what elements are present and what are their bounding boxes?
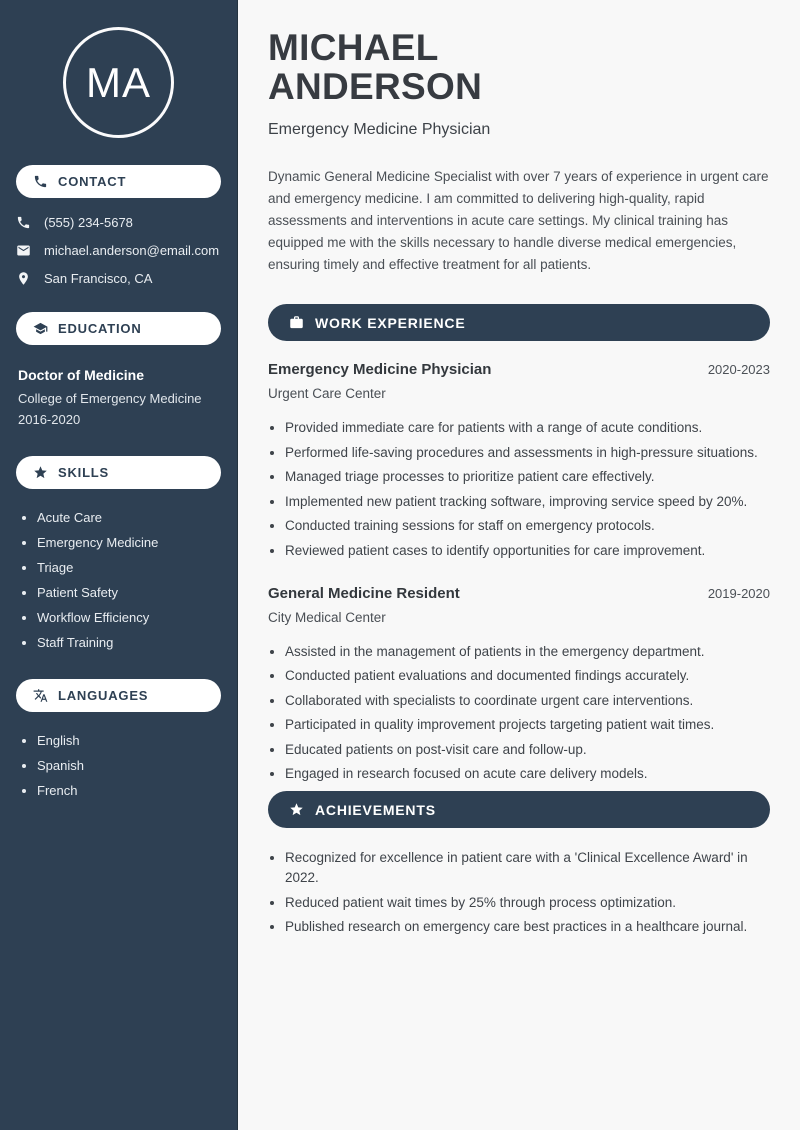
language-item: • French [37, 781, 221, 801]
contact-location [16, 271, 221, 286]
job-bullet: • Reviewed patient cases to identify opportunities for care improvement. [285, 541, 770, 561]
phone-icon [16, 215, 31, 230]
job-entry [268, 585, 770, 785]
job-bullet: • Engaged in research focused on acute care delivery models. [285, 764, 770, 784]
job-title: General Medicine Resident [268, 584, 460, 602]
email-address: michael.anderson@email.com [44, 243, 220, 258]
job-bullet: • Managed triage processes to prioritize patient care effectively. [285, 467, 770, 487]
summary-paragraph: Dynamic General Medicine Specialist with over 7 years of experience in urgent care and emergency medicine. I am committed to delivering high-quality, rapid assessments and interventions in acute care settings. My clinical training has equipped me with the skills necessary to handle diverse medical emergencies, ensuring timely and effective treatment for all patients. [268, 169, 769, 272]
skill-item: • Emergency Medicine [37, 533, 221, 553]
education-degree: Doctor of Medicine [18, 367, 145, 383]
job-bullet: • Collaborated with specialists to coordinate urgent care interventions. [285, 691, 770, 711]
education-section-header [16, 312, 221, 345]
achievements-section-header [268, 791, 770, 828]
achievement-bullet: • Recognized for excellence in patient care with a 'Clinical Excellence Award' in 2022. [285, 848, 770, 888]
job-bullet: • Educated patients on post-visit care and follow-up. [285, 740, 770, 760]
job-bullet: • Participated in quality improvement projects targeting patient wait times. [285, 715, 770, 735]
avatar-wrap [16, 27, 221, 138]
job-company: Urgent Care Center [268, 386, 386, 401]
work-experience-section-header [268, 304, 770, 341]
job-company: City Medical Center [268, 609, 386, 625]
job-header [268, 585, 770, 602]
avatar [63, 27, 174, 138]
achievement-bullet: • Published research on emergency care best practices in a healthcare journal. [285, 917, 770, 937]
education-section-label: EDUCATION [58, 321, 142, 336]
contact-phone [16, 215, 221, 230]
language-item: • English [37, 731, 221, 751]
education-years: 2016-2020 [18, 412, 81, 427]
work-experience-label: WORK EXPERIENCE [315, 314, 466, 331]
location-text: San Francisco, CA [44, 271, 153, 286]
job-title: Emergency Medicine Physician [268, 361, 492, 378]
languages-list [16, 731, 221, 801]
languages-section-header [16, 679, 221, 712]
skills-section-label: SKILLS [58, 465, 110, 480]
achievements-label: ACHIEVEMENTS [315, 801, 436, 818]
achievements-list [268, 848, 770, 937]
job-entry [268, 361, 770, 561]
phone-number: (555) 234-5678 [44, 215, 133, 230]
job-bullet: • Performed life-saving procedures and assessments in high-pressure situations. [285, 443, 770, 463]
job-dates: 2019-2020 [707, 585, 770, 601]
phone-icon [33, 174, 48, 189]
contact-list [16, 215, 221, 286]
education-entry [16, 365, 221, 430]
languages-section-label: LANGUAGES [58, 688, 149, 703]
contact-section-header [16, 165, 221, 198]
achievement-bullet: • Reduced patient wait times by 25% through process optimization. [285, 893, 770, 913]
skills-list [16, 508, 221, 653]
job-bullet: • Assisted in the management of patients in the emergency department. [285, 642, 770, 662]
skill-item: • Workflow Efficiency [37, 608, 221, 628]
headline: Emergency Medicine Physician [268, 121, 491, 138]
location-icon [16, 271, 31, 286]
name-line2: ANDERSON [268, 66, 483, 107]
job-bullet: • Implemented new patient tracking software, improving service speed by 20%. [285, 492, 770, 512]
translate-icon [33, 688, 48, 703]
skill-item: • Patient Safety [37, 583, 221, 603]
job-dates: 2020-2023 [707, 362, 770, 377]
contact-email [16, 243, 221, 258]
skills-section-header [16, 456, 221, 489]
name-line1: MICHAEL [268, 27, 439, 68]
email-icon [16, 243, 31, 258]
skill-item: • Triage [37, 558, 221, 578]
job-bullet: • Provided immediate care for patients with a range of acute conditions. [285, 418, 770, 438]
job-header [268, 361, 770, 378]
star-icon [289, 802, 304, 817]
main-content [238, 0, 800, 1130]
job-bullet-list [268, 642, 770, 785]
job-bullet: • Conducted patient evaluations and documented findings accurately. [285, 666, 770, 686]
graduation-cap-icon [33, 321, 48, 336]
briefcase-icon [289, 315, 304, 330]
skill-item: • Staff Training [37, 633, 221, 653]
avatar-initials: MA [86, 58, 151, 106]
skill-item: • Acute Care [37, 508, 221, 528]
page-title [268, 28, 770, 106]
job-bullet: • Conducted training sessions for staff on emergency protocols. [285, 516, 770, 536]
job-bullet-list [268, 418, 770, 561]
contact-section-label: CONTACT [58, 174, 127, 189]
language-item: • Spanish [37, 756, 221, 776]
education-school: College of Emergency Medicine [18, 391, 202, 406]
sidebar [0, 0, 238, 1130]
star-icon [33, 465, 48, 480]
